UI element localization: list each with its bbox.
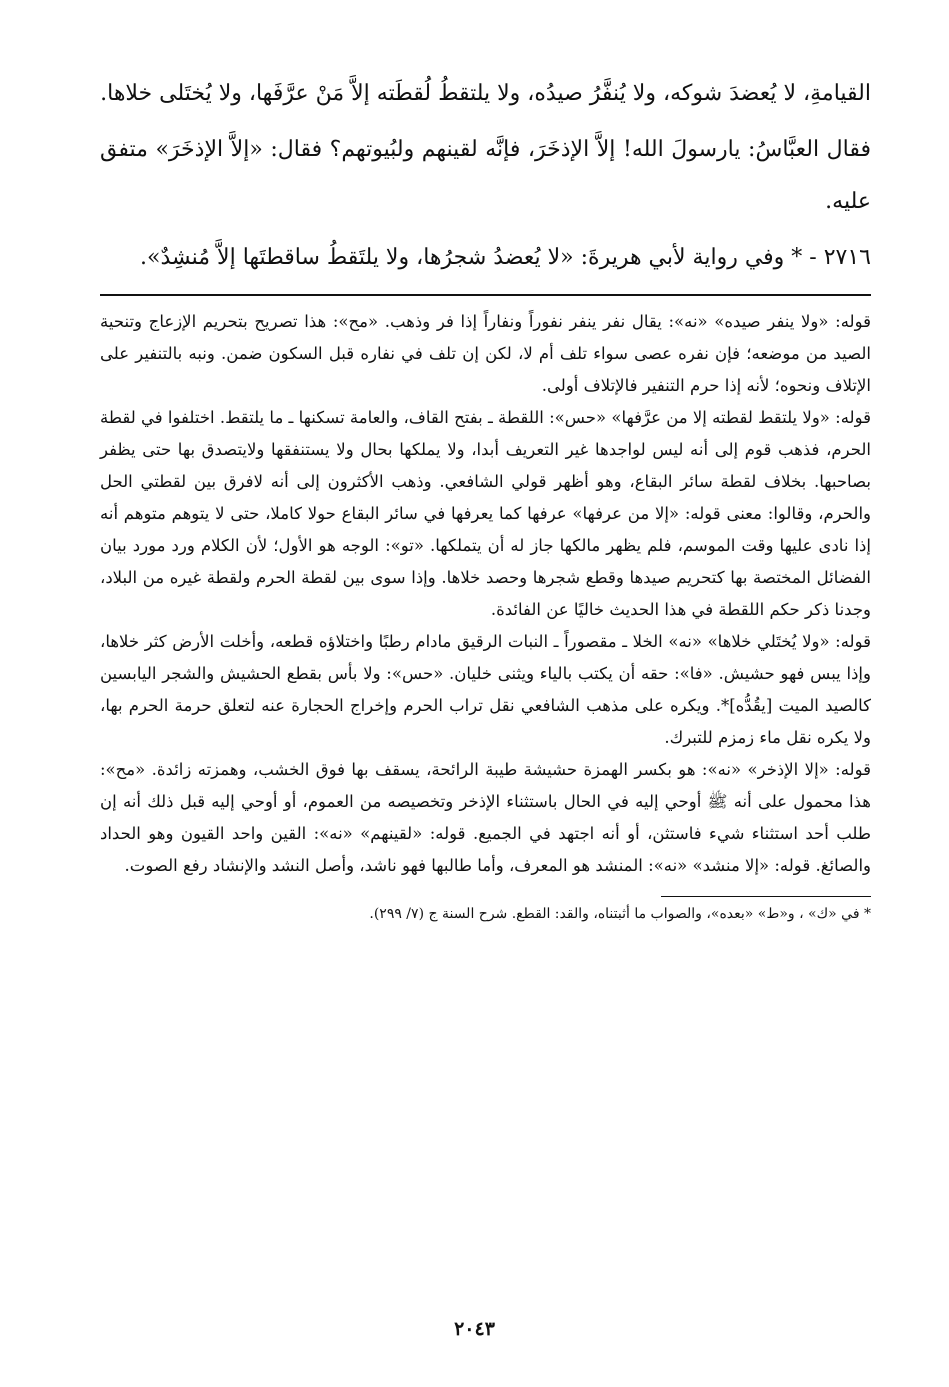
commentary [100,306,871,882]
hadith-paragraph: ٢٧١٦ - * وفي رواية لأبي هريرةَ: «لا يُعضدُ شجرُها، ولا يلتَقطُ ساقطتَها إلاَّ مُنشِدٌ». [140,245,871,270]
section-divider [100,294,871,296]
commentary-paragraph: قوله: «إلا الإذخر» «نه»: هو بكسر الهمزة حشيشة طيبة الرائحة، يسقف بها فوق الخشب، وهمزته زائدة. «مح»: هذا محمول على أنه ﷺ أوحي إليه في الحال باستثناء الإذخر وتخصيصه من العموم، أو أوحي إليه قبل ذلك أنه إن طلب أحد استثناء شيء فاستثن، أو أنه اجتهد في الجميع. قوله: «لقينهم» «نه»: القين واحد القيون وهو الحداد والصائغ. قوله: «إلا منشد» «نه»: المنشد هو المعرف، وأما طالبها فهو ناشد، وأصل النشد والإنشاد رفع الصوت. [100,760,871,875]
footnote-divider [661,896,871,897]
page-number: ٢٠٤٣ [454,1318,495,1340]
hadith-text [100,68,871,284]
commentary-paragraph: قوله: «ولا ينفر صيده» «نه»: يقال نفر ينفر نفوراً ونفاراً إذا فر وذهب. «مح»: هذا تصريح بتحريم الإزعاج وتنحية الصيد من موضعه؛ فإن نفره عصى سواء تلف أم لا، لكن إن تلف في نفاره قبل السكون ضمن. ونبه بالتنفير على الإتلاف ونحوه؛ لأنه إذا حرم التنفير فالإتلاف أولى. [100,312,871,395]
footnote: * في «ك» ، و«ط» «بعده»، والصواب ما أثبتناه، والقد: القطع. شرح السنة ج (٧/ ٢٩٩). [369,906,871,922]
commentary-paragraph: قوله: «ولا يلتقط لقطته إلا من عرَّفها» «حس»: اللقطة ـ بفتح القاف، والعامة تسكنها ـ ما يلتقط. اختلفوا في لقطة الحرم، فذهب قوم إلى أنه ليس لواجدها غير التعريف أبدا، ولا يملكها بحال ولا يستنفقها ولايتصدق بها حتى يظفر بصاحبها. بخلاف لقطة سائر البقاع، وهو أظهر قولي الشافعي. وذهب الأكثرون إلى أنه لافرق بين لقطتي الحل والحرم، وقالوا: معنى قوله: «إلا من عرفها» عرفها كما يعرفها في سائر البقاع حولا كاملا، حتى لا يتوهم متوهم أنه إذا نادى عليها وقت الموسم، فلم يظهر مالكها جاز له أن يتملكها. «تو»: الوجه هو الأول؛ لأن الكلام ورد مورد بيان الفضائل المختصة بها كتحريم صيدها وقطع شجرها وحصد خلاها. وإذا سوى بين لقطة الحرم ولقطة غيره من البلاد، وجدنا ذكر حكم اللقطة في هذا الحديث خاليًا عن الفائدة. [100,408,871,619]
commentary-paragraph: قوله: «ولا يُختَلي خلاها» «نه» الخلا ـ مقصوراً ـ النبات الرقيق مادام رطبًا واختلاؤه قطعه، وأخلت الأرض كثر خلاها، وإذا يبس فهو حشيش. «فا»: حقه أن يكتب بالياء ويثنى خليان. «حس»: ولا بأس بقطع الحشيش والشجر اليابسين كالصيد الميت [يقُدُّه]*. ويكره على مذهب الشافعي نقل تراب الحرم وإخراج الحجارة عنه لتعلق حرمة الحرم بها، ولا يكره نقل ماء زمزم للتبرك. [100,632,871,747]
hadith-paragraph: فقال العبَّاسُ: يارسولَ الله! إلاَّ الإذخَرَ، فإنَّه لقينهم ولبُيوتهم؟ فقال: «إلاَّ الإذخَرَ» متفق عليه. [100,137,871,214]
hadith-paragraph: القيامةِ، لا يُعضدَ شوكه، ولا يُنفَّرُ صيدُه، ولا يلتقطُ لُقطَته إلاَّ مَنْ عرَّفَها، ولا يُختَلى خلاها. [100,81,871,106]
